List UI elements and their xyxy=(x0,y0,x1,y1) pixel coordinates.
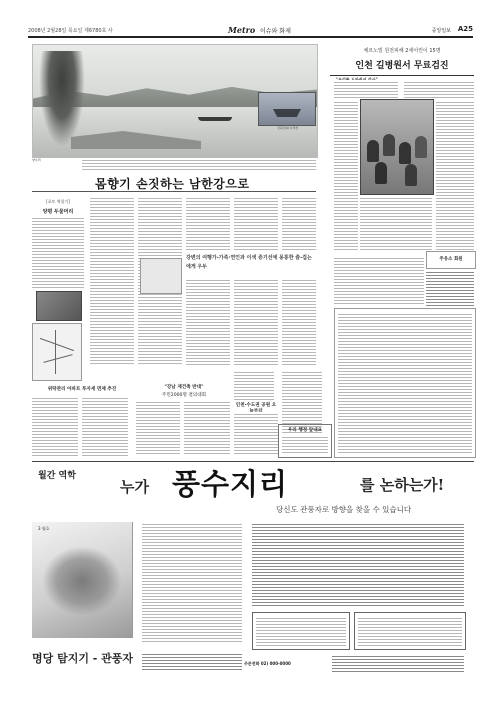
section-title: Metro xyxy=(228,25,256,35)
mid-bottom-headline-2: 인천·수도권 공원 오 xyxy=(235,403,277,408)
story-column-8 xyxy=(282,278,316,366)
clinic-photo xyxy=(360,99,434,195)
ad-magazine: 월간 역학 xyxy=(38,471,76,481)
left-bottom-headline: 위탁관리 아파트 투자세 면제 추진 xyxy=(47,387,117,392)
story-column-7 xyxy=(234,278,278,366)
ad-title-post: 를 논하는가! xyxy=(360,476,445,494)
ad-tagline: 당신도 관풍자로 방향을 찾을 수 있습니다 xyxy=(276,505,412,514)
right-kicker: 체르노빌 원전피해 2세어린이 15명 xyxy=(363,48,441,54)
cover-issue: 3 월호 xyxy=(38,526,50,531)
sidebar-title: 양평 두물머리 xyxy=(42,209,74,215)
story-column-1 xyxy=(90,196,134,366)
sidebar-photo xyxy=(36,291,82,321)
advertisement xyxy=(32,461,474,684)
listings-box xyxy=(334,308,476,458)
ferry-photo xyxy=(258,92,316,126)
story-kicker: 강변의 여행가-가족·연인과 이색 증기선에 몽롱한 즐-겁는에게 우두 xyxy=(186,255,312,270)
story-column-4 xyxy=(234,196,278,252)
mid-bottom-subhead: 주민2000명 결의대회 xyxy=(161,393,207,398)
ad-phone: 주문전화 02) 000-0000 xyxy=(244,661,291,666)
info-box-title: 우리 행정 앞내요 xyxy=(287,428,323,433)
info-box xyxy=(278,424,332,458)
photo-caption-text xyxy=(82,158,316,170)
small-ad: 주유소 회원 xyxy=(426,251,476,269)
story-column-3 xyxy=(186,196,230,252)
product-box-2 xyxy=(354,612,466,650)
story-column-6 xyxy=(186,278,230,366)
section-subtitle: 이슈와 화제 xyxy=(260,28,291,35)
sidebar-box xyxy=(32,196,84,320)
ad-title-pre: 누가 xyxy=(120,478,149,496)
ad-product-name: 명당 탐지기 - 관풍자 xyxy=(32,652,134,665)
paper-name: 중앙일보 xyxy=(431,28,451,34)
location-map xyxy=(32,323,82,381)
photo-credit: 양수리 xyxy=(32,158,41,162)
story-column-5 xyxy=(282,196,316,252)
mid-bottom-headline: "강남 재건축 반대" xyxy=(164,385,204,390)
page-header xyxy=(28,26,473,38)
header-date: 2008년 2월28일 목요일 제6780호 사 xyxy=(28,28,113,34)
story-map xyxy=(140,258,182,294)
ferry-caption: 강원정의 여객선 xyxy=(277,126,299,130)
product-box-1 xyxy=(252,612,350,650)
page-number: A25 xyxy=(457,25,473,33)
ad-title-main: 풍수지리 xyxy=(172,467,289,501)
main-headline: 몸향기 손짓하는 남한강으로 xyxy=(95,177,250,191)
sidebar-label: [포토 역할기] xyxy=(46,199,70,204)
right-headline: 인천 길병원서 무료검진 xyxy=(330,58,474,76)
magazine-cover xyxy=(32,522,133,638)
